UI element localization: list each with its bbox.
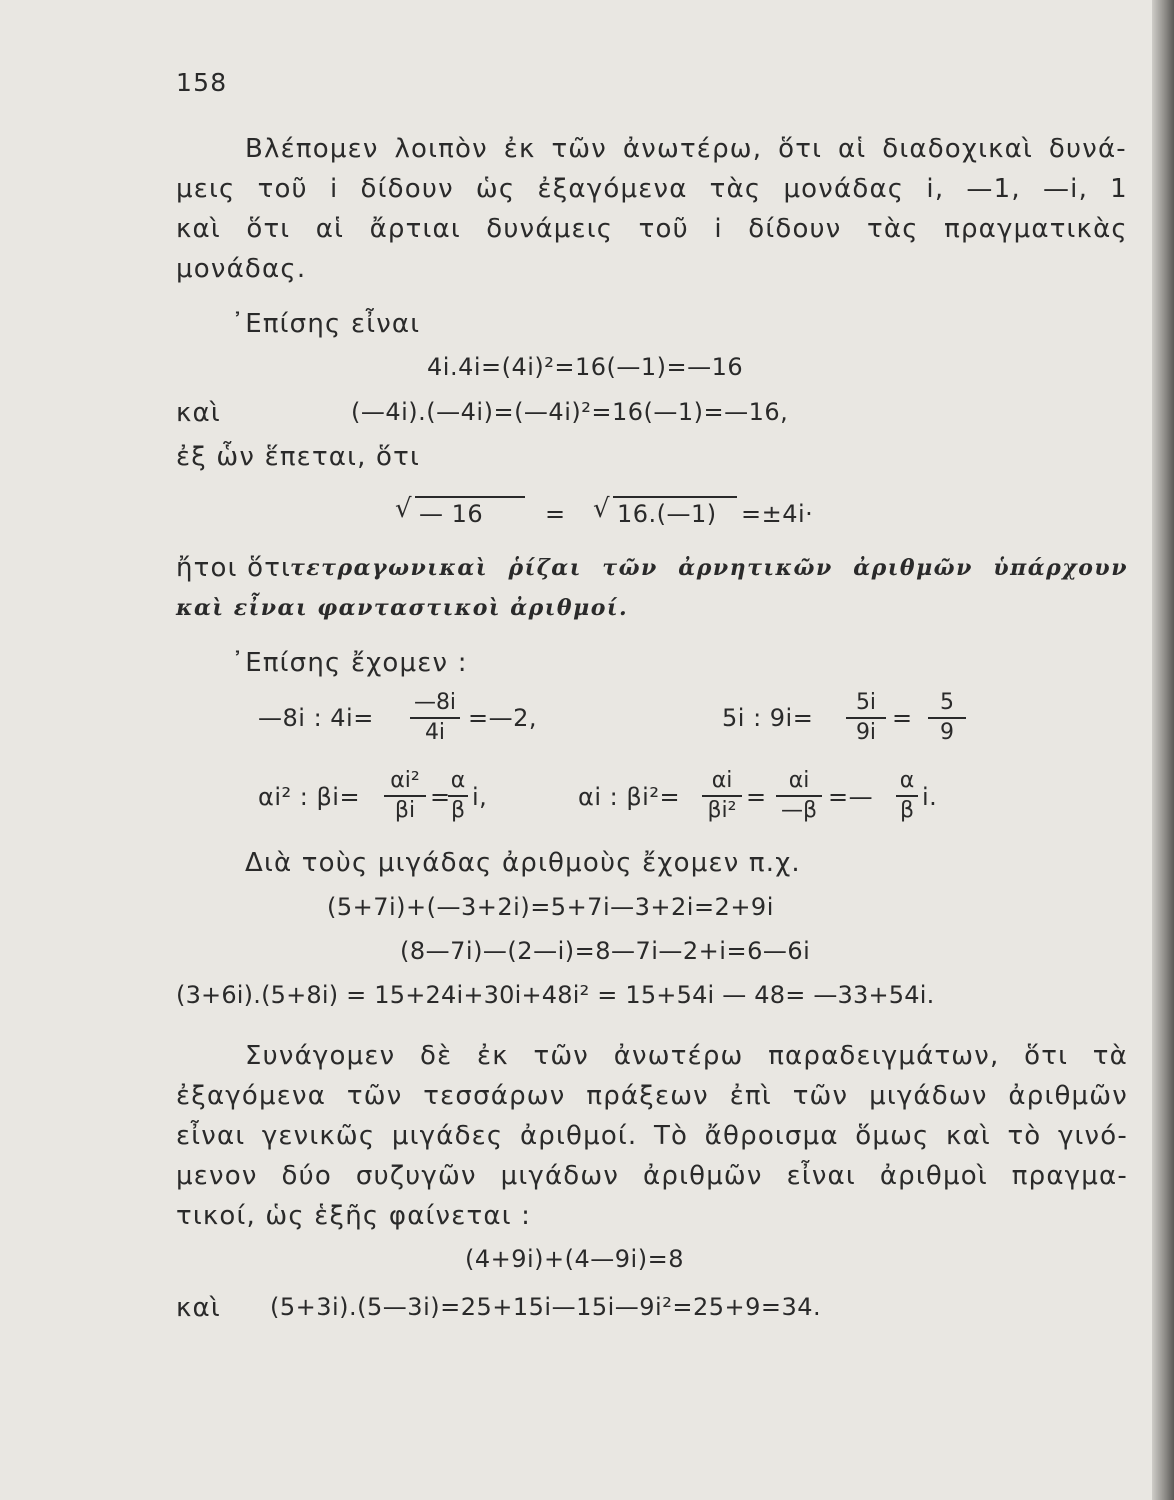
- word: παραδειγμάτων,: [768, 1041, 1000, 1071]
- div3-numerator-1: αi²: [390, 768, 420, 793]
- word: τοῦ: [257, 174, 308, 204]
- word: ἀνωτέρω,: [622, 134, 763, 164]
- div4-rhs: i.: [922, 783, 938, 811]
- div4-denominator-1: βi²: [702, 795, 742, 822]
- example-2: (8—7i)—(2—i)=8—7i—2+i=6—6i: [400, 937, 811, 965]
- sqrt-equation: [395, 490, 885, 530]
- word: καὶ: [946, 1121, 991, 1151]
- word: συζυγῶν: [355, 1161, 477, 1191]
- word: i,: [926, 174, 945, 204]
- div4-mid: =: [746, 783, 767, 811]
- div2-numerator-1: 5i: [855, 690, 877, 715]
- word: εἶναι: [176, 1121, 246, 1151]
- word: ἐκ: [477, 1041, 509, 1071]
- word: τὰς: [709, 174, 762, 204]
- word: τὰς: [867, 214, 919, 244]
- word: δύο: [281, 1161, 332, 1191]
- para1-line2: [176, 176, 1128, 202]
- div4-denominator-2: —β: [776, 795, 822, 822]
- word: μενον: [176, 1161, 258, 1191]
- word: Συνάγομεν: [245, 1041, 396, 1071]
- example-3: (3+6i).(5+8i) = 15+24i+30i+48i² = 15+54i — 48= —33+54i.: [176, 981, 935, 1009]
- word: ἐξαγόμενα: [537, 174, 688, 204]
- word: ἀριθμῶν: [643, 1161, 763, 1191]
- word: τῶν: [551, 134, 608, 164]
- div3-fraction-1: [384, 770, 426, 822]
- div1-lhs: —8i : 4i=: [258, 704, 374, 732]
- div3-denominator-2: β: [448, 795, 468, 822]
- word: ἀριθμοί.: [519, 1121, 638, 1151]
- para2-line4: [176, 1163, 1128, 1189]
- div4-numerator-1: αi: [711, 768, 733, 793]
- word: τῶν: [792, 1081, 849, 1111]
- word: μονάδας: [783, 174, 905, 204]
- word: μιγάδες: [391, 1121, 504, 1151]
- para2-line3: [176, 1123, 1128, 1149]
- example-4: (4+9i)+(4—9i)=8: [465, 1245, 684, 1273]
- word: γενικῶς: [261, 1121, 376, 1151]
- word: ὡς: [475, 174, 516, 204]
- radical-sign-1: √: [395, 494, 412, 524]
- conclusion-prefix: ἤτοι ὅτι: [176, 553, 292, 583]
- word: πραγμα-: [1011, 1161, 1128, 1191]
- word: ἄθροισμα: [704, 1121, 839, 1151]
- word: δίδουν: [748, 214, 842, 244]
- word: ὅτι: [1024, 1041, 1069, 1071]
- word: γινό-: [1057, 1121, 1128, 1151]
- equation-2: (—4i).(—4i)=(—4i)²=16(—1)=—16,: [351, 398, 789, 426]
- word: ἀριθμῶν: [853, 555, 973, 581]
- word: ἐκ: [503, 134, 536, 164]
- div4-fraction-1: [702, 770, 742, 822]
- div3-numerator-2: α: [450, 768, 466, 793]
- equation-1: 4i.4i=(4i)²=16(—1)=—16: [427, 353, 744, 381]
- para2-line5: τικοί, ὡς ἑξῆς φαίνεται :: [176, 1201, 532, 1231]
- word: ἐξαγόμενα: [176, 1081, 327, 1111]
- word: —i,: [1042, 174, 1089, 204]
- episis-exomen: ᾿Επίσης ἔχομεν :: [231, 648, 468, 678]
- word: i: [329, 174, 339, 204]
- word: εἶναι: [786, 1161, 856, 1191]
- word: πράξεων: [586, 1081, 709, 1111]
- div1-fraction: [410, 692, 460, 744]
- div1-denominator: 4i: [410, 717, 460, 744]
- word: Τὸ: [653, 1121, 689, 1151]
- kai-label-2: καὶ: [176, 1293, 221, 1323]
- div4-mid-2: =—: [828, 783, 874, 811]
- word: τῶν: [346, 1081, 403, 1111]
- word: ὅτι: [778, 134, 823, 164]
- para1-line4: μονάδας.: [176, 254, 307, 284]
- div4-numerator-3: α: [899, 768, 915, 793]
- word: δυνά-: [1048, 134, 1127, 164]
- div3-lhs: αi² : βi=: [258, 783, 361, 811]
- para1-line1: [245, 136, 1127, 162]
- word: καὶ: [176, 214, 221, 244]
- para1-line3: [176, 216, 1128, 242]
- word: δὲ: [420, 1041, 453, 1071]
- word: τετραγωνικαὶ: [290, 555, 488, 581]
- word: πραγματικὰς: [944, 214, 1128, 244]
- word: ἀνωτέρω: [613, 1041, 744, 1071]
- word: διαδοχικαὶ: [882, 134, 1033, 164]
- word: τοῦ: [638, 214, 689, 244]
- episis-einai: ᾿Επίσης εἶναι: [231, 309, 421, 339]
- radical-sign-2: √: [593, 494, 610, 524]
- word: —1,: [966, 174, 1021, 204]
- word: τὸ: [1007, 1121, 1042, 1151]
- word: 1: [1110, 174, 1128, 204]
- word: αἱ: [315, 214, 345, 244]
- para2-line1: [245, 1043, 1128, 1069]
- sqrt-radicand-2: 16.(—1): [617, 500, 717, 528]
- para2-line2: [176, 1083, 1128, 1109]
- dia-text: Διὰ τοὺς μιγάδας ἀριθμοὺς ἔχομεν π.χ.: [245, 848, 801, 878]
- page-number: 158: [176, 68, 228, 97]
- word: ἐπὶ: [729, 1081, 772, 1111]
- word: μιγάδων: [869, 1081, 988, 1111]
- word: τὰ: [1092, 1041, 1128, 1071]
- div3-mid: =: [430, 783, 451, 811]
- div2-fraction-2: [928, 692, 966, 744]
- div4-denominator-3: β: [896, 795, 918, 822]
- word: τῶν: [533, 1041, 590, 1071]
- word: ὅμως: [855, 1121, 930, 1151]
- word: δίδουν: [360, 174, 454, 204]
- div3-denominator-1: βi: [384, 795, 426, 822]
- div3-rhs: i,: [472, 783, 488, 811]
- example-1: (5+7i)+(—3+2i)=5+7i—3+2i=2+9i: [327, 893, 774, 921]
- div3-fraction-2: [448, 770, 468, 822]
- word: λοιπὸν: [394, 134, 488, 164]
- word: ὑπάρχουν: [993, 555, 1128, 581]
- word: ἄρτιαι: [369, 214, 461, 244]
- sqrt-equals: =: [545, 500, 566, 528]
- kai-label-1: καὶ: [176, 398, 221, 428]
- conclusion-line2: καὶ εἶναι φανταστικοὶ ἀριθμοί.: [176, 595, 629, 621]
- div2-fraction-1: [846, 692, 886, 744]
- example-5: (5+3i).(5—3i)=25+15i—15i—9i²=25+9=34.: [270, 1293, 822, 1321]
- div4-lhs: αi : βi²=: [578, 783, 681, 811]
- word: ἀριθμῶν: [1008, 1081, 1128, 1111]
- word: ῥίζαι: [508, 555, 582, 581]
- word: ἀριθμοὶ: [879, 1161, 988, 1191]
- word: αἱ: [838, 134, 867, 164]
- word: τεσσάρων: [423, 1081, 566, 1111]
- radical-bar-2: [613, 496, 737, 498]
- sqrt-radicand-1: — 16: [419, 500, 484, 528]
- div2-denominator-1: 9i: [846, 717, 886, 744]
- div4-numerator-2: αi: [788, 768, 810, 793]
- div2-lhs: 5i : 9i=: [722, 704, 814, 732]
- word: ὅτι: [246, 214, 291, 244]
- div2-numerator-2: 5: [940, 690, 954, 715]
- word: μιγάδων: [500, 1161, 620, 1191]
- word: i: [714, 214, 723, 244]
- word: ἀρνητικῶν: [678, 555, 833, 581]
- div4-fraction-2: [776, 770, 822, 822]
- div1-numerator: —8i: [413, 690, 457, 715]
- div2-denominator-2: 9: [928, 717, 966, 744]
- word: Βλέπομεν: [245, 134, 379, 164]
- word: δυνάμεις: [486, 214, 614, 244]
- conclusion-line1: [290, 555, 1128, 581]
- div1-rhs: =—2,: [468, 704, 538, 732]
- word: μεις: [176, 174, 236, 204]
- sqrt-result: =±4i·: [741, 500, 814, 528]
- ex-on-text: ἐξ ὧν ἕπεται, ὅτι: [176, 442, 421, 472]
- radical-bar-1: [415, 496, 525, 498]
- div4-fraction-3: [896, 770, 918, 822]
- word: τῶν: [602, 555, 658, 581]
- div2-mid: =: [892, 704, 913, 732]
